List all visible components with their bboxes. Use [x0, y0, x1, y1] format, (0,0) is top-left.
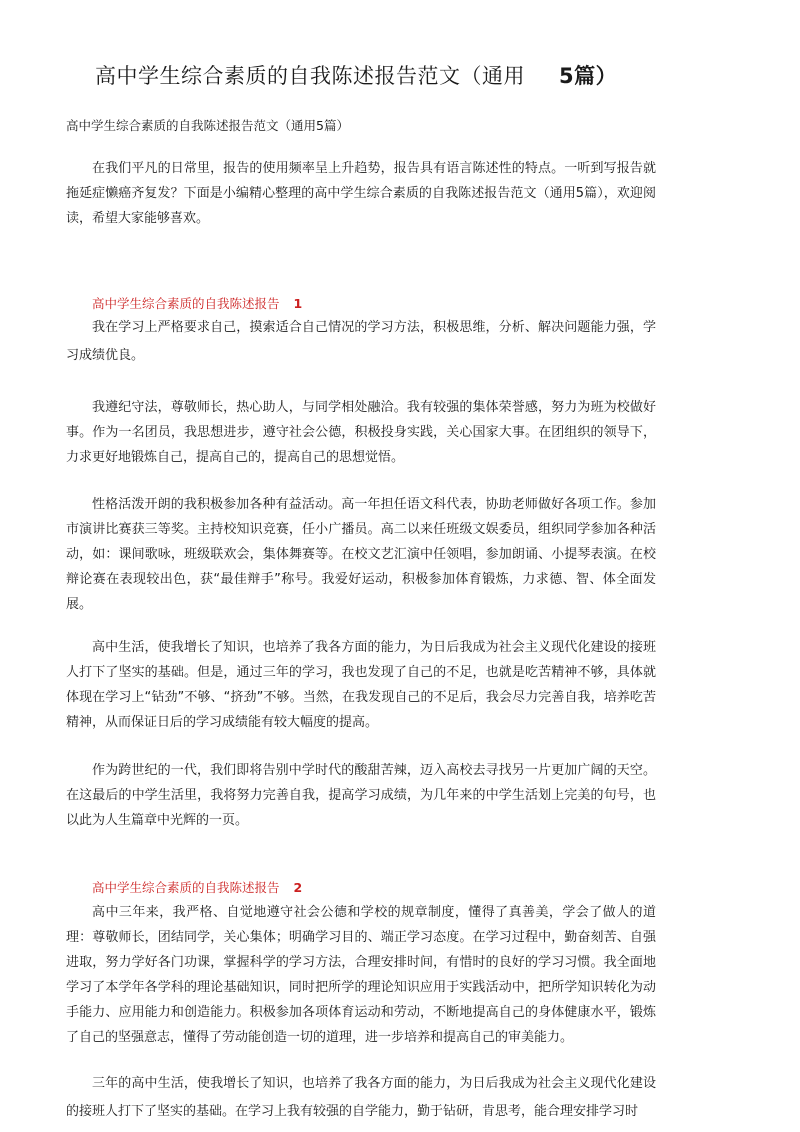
intro-paragraph: 在我们平凡的日常里，报告的使用频率呈上升趋势，报告具有语言陈述性的特点。一听到写报告就拖延症懒癌齐复发？下面是小编精心整理的高中学生综合素质的自我陈述报告范文（通用5篇），欢迎阅读，希望大家能够喜欢。 [66, 161, 656, 226]
section-1-paragraph-1: 我在学习上严格要求自己，摸索适合自己情况的学习方法，积极思维，分析、解决问题能力强，学习成绩优良。 [66, 320, 656, 363]
title-count: 5篇） [559, 64, 618, 88]
section-heading-1 [92, 294, 302, 312]
document-subtitle: 高中学生综合素质的自我陈述报告范文（通用5篇） [66, 118, 349, 133]
section-1-paragraph-2: 我遵纪守法，尊敬师长，热心助人，与同学相处融洽。我有较强的集体荣誉感，努力为班为校做好事。作为一名团员，我思想进步，遵守社会公德，积极投身实践，关心国家大事。在团组织的领导下，力求更好地锻炼自己，提高自己的，提高自己的思想觉悟。 [66, 400, 656, 465]
document-title [95, 60, 715, 90]
section-heading-text: 高中学生综合素质的自我陈述报告 [92, 296, 280, 311]
section-1-paragraph-4: 高中生活，使我增长了知识，也培养了我各方面的能力，为日后我成为社会主义现代化建设的接班人打下了坚实的基础。但是，通过三年的学习，我也发现了自己的不足，也就是吃苦精神不够，具体就体现在学习上“钻劲”不够、“挤劲”不够。当然，在我发现自己的不足后，我会尽力完善自我，培养吃苦精神，从而保证日后的学习成绩能有较大幅度的提高。 [66, 640, 656, 730]
section-number: 2 [293, 880, 303, 895]
section-1-paragraph-5: 作为跨世纪的一代，我们即将告别中学时代的酸甜苦辣，迈入高校去寻找另一片更加广阔的天空。在这最后的中学生活里，我将努力完善自我，提高学习成绩，为几年来的中学生活划上完美的句号，也以此为人生篇章中光辉的一页。 [66, 763, 656, 828]
section-1-paragraph-3: 性格活泼开朗的我积极参加各种有益活动。高一年担任语文科代表，协助老师做好各项工作。参加市演讲比赛获三等奖。主持校知识竞赛，任小广播员。高二以来任班级文娱委员，组织同学参加各种活动，如：课间歌咏，班级联欢会，集体舞赛等。在校文艺汇演中任领唱，参加朗诵、小提琴表演。在校辩论赛在表现较出色，获“最佳辩手”称号。我爱好运动，积极参加体育锻炼，力求德、智、体全面发展。 [66, 497, 656, 612]
section-heading-2 [92, 878, 302, 896]
section-number: 1 [293, 296, 303, 311]
section-2-paragraph-1: 高中三年来，我严格、自觉地遵守社会公德和学校的规章制度，懂得了真善美，学会了做人的道理：尊敬师长，团结同学，关心集体；明确学习目的、端正学习态度。在学习过程中，勤奋刻苦、自强进取，努力学好各门功课，掌握科学的学习方法，合理安排时间，有惜时的良好的学习习惯。我全面地学习了本学年各学科的理论基础知识，同时把所学的理论知识应用于实践活动中，把所学知识转化为动手能力、应用能力和创造能力。积极参加各项体育运动和劳动，不断地提高自己的身体健康水平，锻炼了自己的坚强意志，懂得了劳动能创造一切的道理，进一步培养和提高自己的审美能力。 [66, 905, 656, 1045]
section-2-paragraph-2: 三年的高中生活，使我增长了知识，也培养了我各方面的能力，为日后我成为社会主义现代化建设的接班人打下了坚实的基础。在学习上我有较强的自学能力，勤于钻研，肯思考，能合理安排学习时 [66, 1076, 656, 1119]
section-heading-text: 高中学生综合素质的自我陈述报告 [92, 880, 280, 895]
title-text: 高中学生综合素质的自我陈述报告范文（通用 [95, 64, 525, 88]
